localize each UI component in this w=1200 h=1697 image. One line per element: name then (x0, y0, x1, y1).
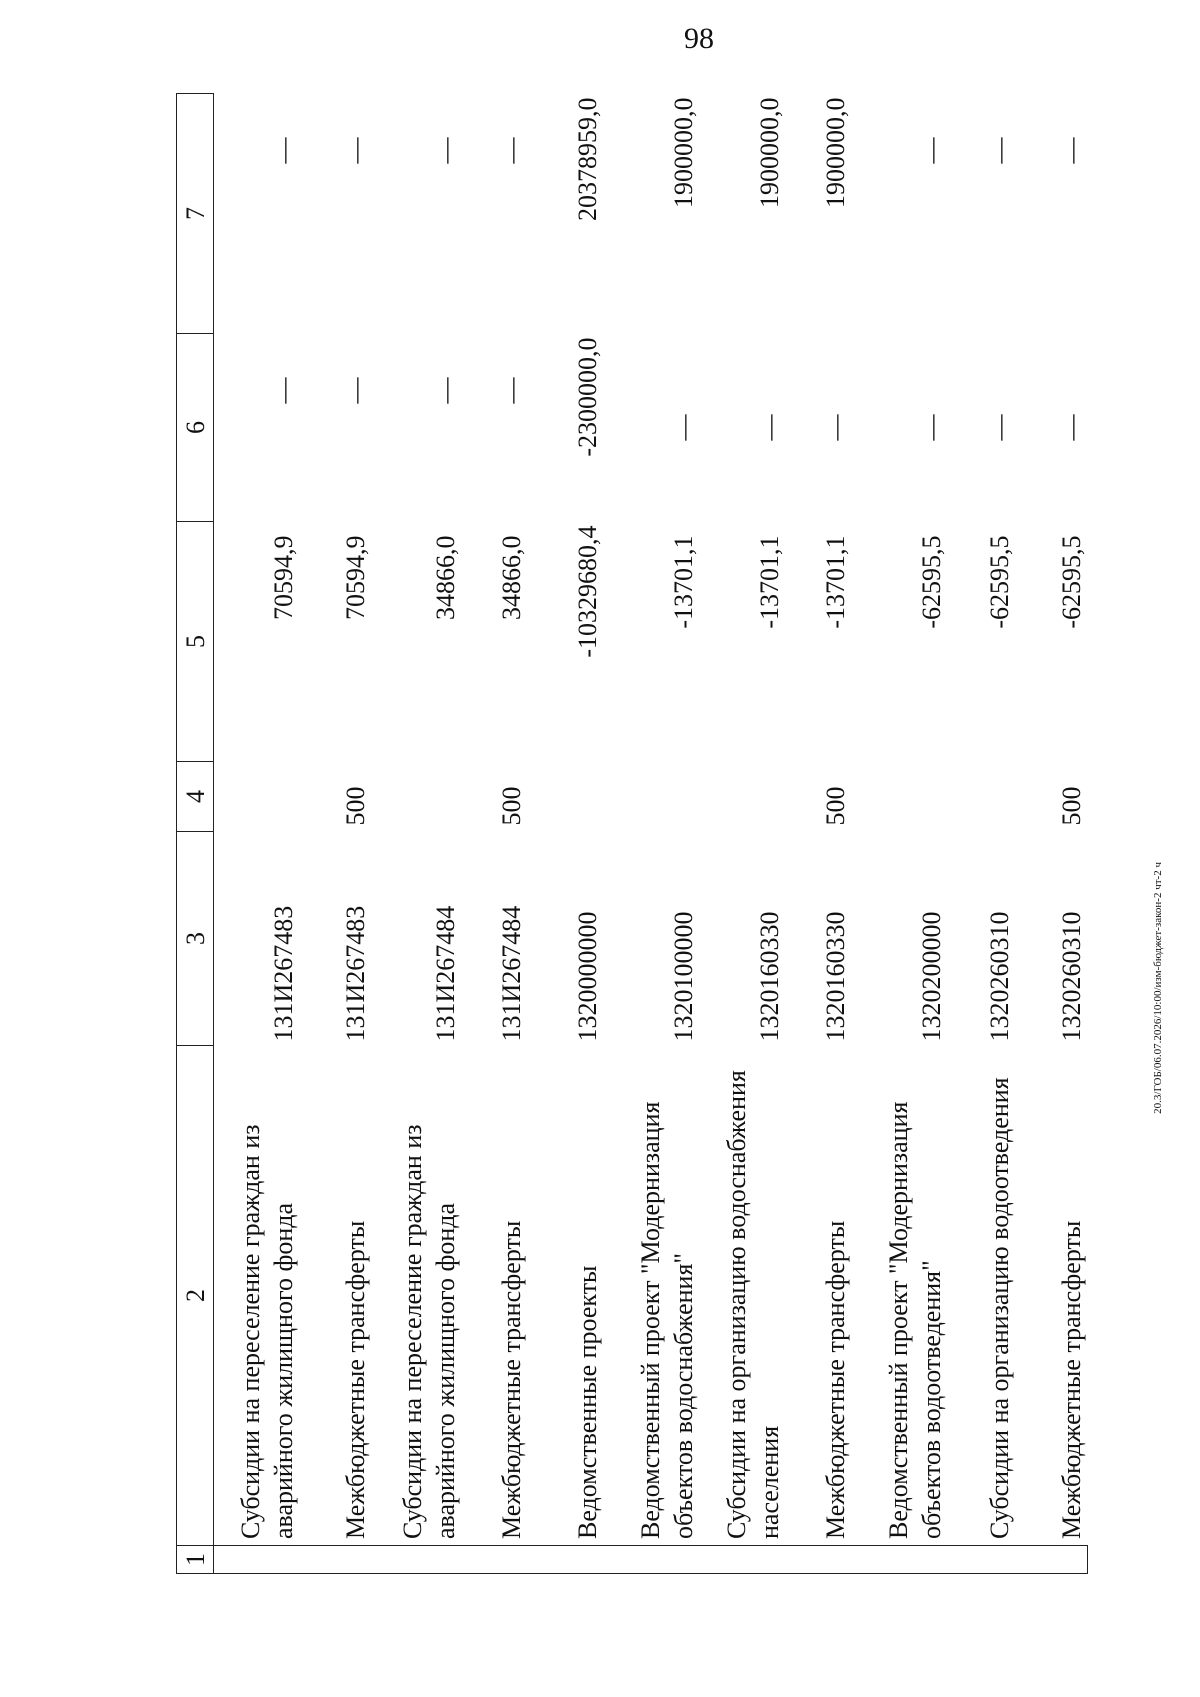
row-name: Субсидии на организацию водоснабжения населения (721, 1070, 784, 1539)
row-name: Межбюджетные трансферты (820, 1220, 850, 1539)
row-col5: -62595,5 (916, 535, 946, 629)
row-col7: 1900000,0 (754, 97, 784, 208)
row-col5: 34866,0 (496, 535, 526, 620)
row-col7: — (430, 137, 460, 164)
row-code: 131И267483 (268, 905, 298, 1042)
row-col1 (700, 1546, 786, 1574)
row-code: 1320160330 (754, 911, 784, 1042)
row-col1 (372, 1546, 462, 1574)
header-col-6: 6 (177, 334, 214, 522)
row-col7: — (496, 137, 526, 164)
row-col1 (948, 1546, 1016, 1574)
row-col6: — (340, 377, 370, 404)
row-col1 (300, 1546, 372, 1574)
row-col5: 34866,0 (430, 535, 460, 620)
header-col-1: 1 (177, 1546, 214, 1574)
table-row (1016, 94, 1088, 1574)
rotated-table-wrapper (176, 94, 1092, 1574)
row-col5: -13701,1 (820, 535, 850, 629)
row-col5: 70594,9 (340, 535, 370, 620)
row-col7: 1900000,0 (820, 97, 850, 208)
row-code: 1320100000 (668, 911, 698, 1042)
row-name: Ведомственный проект "Модернизация объектов водоотведения" (883, 1101, 946, 1539)
table-row (462, 94, 528, 1574)
row-kind: 500 (820, 786, 850, 826)
row-col1 (1016, 1546, 1088, 1574)
row-col7: — (1056, 137, 1086, 164)
row-code: 1320160330 (820, 911, 850, 1042)
table-row (300, 94, 372, 1574)
row-name: Ведомственные проекты (572, 1265, 602, 1539)
table-header (177, 94, 214, 1574)
page-number: 98 (684, 22, 714, 55)
row-col5: -62595,5 (1056, 535, 1086, 629)
row-code: 1320260310 (1056, 911, 1086, 1042)
row-code: 131И267484 (496, 905, 526, 1042)
header-col-5: 5 (177, 522, 214, 762)
row-code: 1320000000 (572, 911, 602, 1042)
row-col6: — (1056, 414, 1086, 441)
row-col6: — (916, 414, 946, 441)
row-kind (700, 762, 786, 832)
row-col6: — (268, 377, 298, 404)
row-name: Межбюджетные трансферты (1056, 1220, 1086, 1539)
row-col6: — (820, 414, 850, 441)
row-col6: — (984, 414, 1014, 441)
row-col6: — (668, 414, 698, 441)
row-col6: — (754, 414, 784, 441)
row-code: 1320260310 (984, 911, 1014, 1042)
row-kind (604, 762, 700, 832)
table-row (214, 94, 300, 1574)
row-col7: — (340, 137, 370, 164)
table-row (604, 94, 700, 1574)
table-row (786, 94, 852, 1574)
row-col1 (852, 1546, 948, 1574)
row-col7: — (268, 137, 298, 164)
row-code: 1320200000 (916, 911, 946, 1042)
row-col5: 70594,9 (268, 535, 298, 620)
header-col-2: 2 (177, 1046, 214, 1546)
table-body (214, 94, 1088, 1574)
row-col6: — (496, 377, 526, 404)
header-col-4: 4 (177, 762, 214, 832)
table-row (372, 94, 462, 1574)
row-col5: -10329680,4 (572, 525, 602, 658)
document-footer-id: 20.3/ГОБ/06.07.2026/10:00/изм-бюджет-закон-2 чт-2 ч (1152, 862, 1164, 1114)
row-col5: -62595,5 (984, 535, 1014, 629)
row-kind (852, 762, 948, 832)
row-name: Субсидии на переселение граждан из аварийного жилищного фонда (235, 1124, 298, 1539)
row-kind: 500 (1056, 786, 1086, 826)
row-col1 (214, 1546, 300, 1574)
header-col-7: 7 (177, 94, 214, 334)
row-col5: -13701,1 (754, 535, 784, 629)
row-name: Межбюджетные трансферты (496, 1220, 526, 1539)
row-kind: 500 (340, 786, 370, 826)
row-col1 (462, 1546, 528, 1574)
budget-table (176, 93, 1088, 1574)
row-col1 (786, 1546, 852, 1574)
row-kind (214, 762, 300, 832)
row-col1 (528, 1546, 604, 1574)
row-name: Субсидии на организацию водоотведения (984, 1077, 1014, 1539)
table-row (700, 94, 786, 1574)
row-col6: -2300000,0 (572, 337, 602, 457)
table-row (528, 94, 604, 1574)
table-row (852, 94, 948, 1574)
row-col7: — (916, 137, 946, 164)
table-row (948, 94, 1016, 1574)
row-code: 131И267483 (340, 905, 370, 1042)
row-col5: -13701,1 (668, 535, 698, 629)
row-col7: — (984, 137, 1014, 164)
row-name: Межбюджетные трансферты (340, 1220, 370, 1539)
row-col6: — (430, 377, 460, 404)
row-name: Субсидии на переселение граждан из аварийного жилищного фонда (397, 1124, 460, 1539)
row-code: 131И267484 (430, 905, 460, 1042)
row-col7: 1900000,0 (668, 97, 698, 208)
row-kind: 500 (496, 786, 526, 826)
row-kind (948, 762, 1016, 832)
row-col1 (604, 1546, 700, 1574)
header-col-3: 3 (177, 832, 214, 1046)
row-col7: 20378959,0 (572, 97, 602, 221)
row-kind (528, 762, 604, 832)
row-kind (372, 762, 462, 832)
row-name: Ведомственный проект "Модернизация объектов водоснабжения" (635, 1101, 698, 1539)
